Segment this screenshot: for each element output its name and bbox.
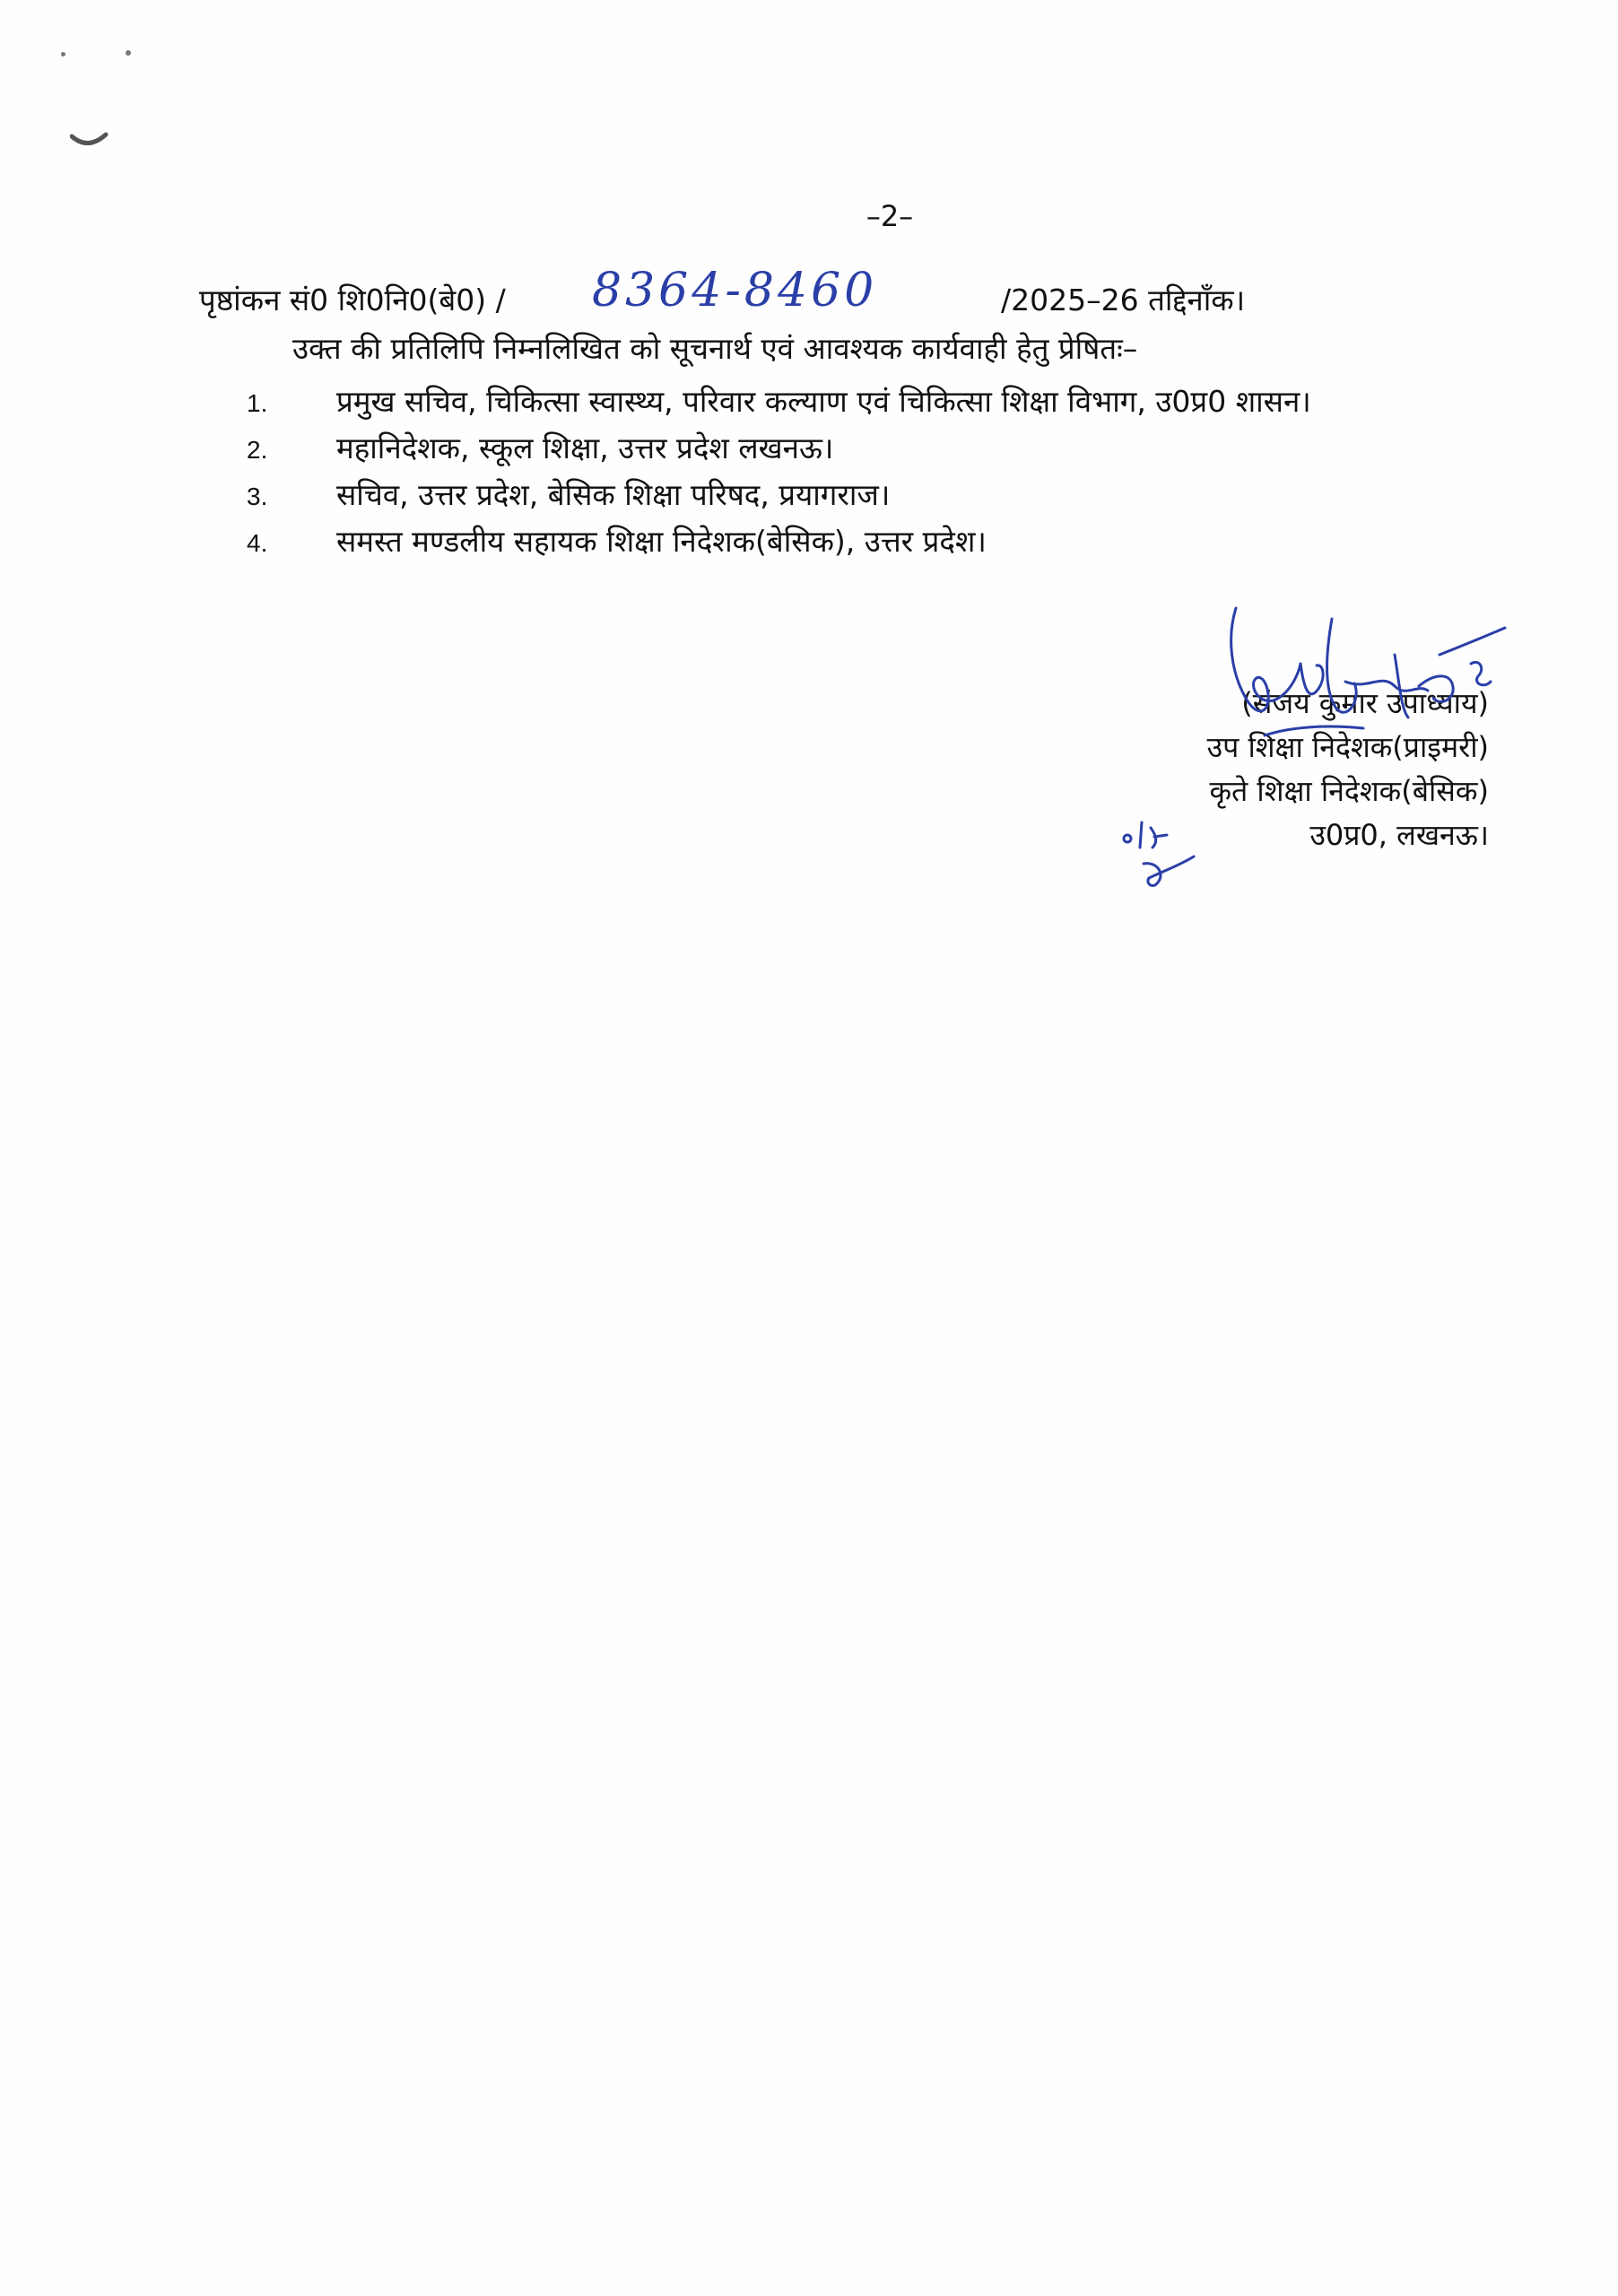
reference-prefix: पृष्ठांकन सं0 शि0नि0(बे0) / <box>199 283 506 317</box>
scan-smudge <box>70 131 109 152</box>
signatory-designation: उप शिक्षा निदेशक(प्राइमरी) <box>1206 730 1489 764</box>
signatory-location: उ0प्र0, लखनऊ। <box>1309 818 1489 852</box>
handwritten-reference-number: 8364-8460 <box>592 264 878 317</box>
signatory-on-behalf: कृते शिक्षा निदेशक(बेसिक) <box>1209 774 1489 808</box>
handwritten-initials <box>1117 812 1197 892</box>
list-item-number: 4. <box>247 529 268 557</box>
copy-intro: उक्त की प्रतिलिपि निम्नलिखित को सूचनार्थ एवं आवश्यक कार्यवाही हेतु प्रेषितः– <box>292 331 1138 366</box>
list-item-text: सचिव, उत्तर प्रदेश, बेसिक शिक्षा परिषद, प्रयागराज। <box>336 477 891 512</box>
handwritten-signature <box>1211 601 1507 753</box>
page-number: –2– <box>866 199 914 233</box>
scan-speck <box>61 52 65 57</box>
scan-speck <box>126 50 131 56</box>
signatory-name: (संजय कुमार उपाध्याय) <box>1241 686 1489 720</box>
list-item-text: समस्त मण्डलीय सहायक शिक्षा निदेशक(बेसिक), उत्तर प्रदेश। <box>336 524 987 559</box>
list-item-number: 3. <box>247 483 268 510</box>
list-item-number: 1. <box>247 389 268 417</box>
list-item-text: प्रमुख सचिव, चिकित्सा स्वास्थ्य, परिवार कल्याण एवं चिकित्सा शिक्षा विभाग, उ0प्र0 शासन। <box>336 384 1311 419</box>
reference-suffix: /2025–26 तद्दिनाँक। <box>1001 283 1246 317</box>
list-item-number: 2. <box>247 436 268 464</box>
list-item-text: महानिदेशक, स्कूल शिक्षा, उत्तर प्रदेश लखनऊ। <box>336 430 834 465</box>
